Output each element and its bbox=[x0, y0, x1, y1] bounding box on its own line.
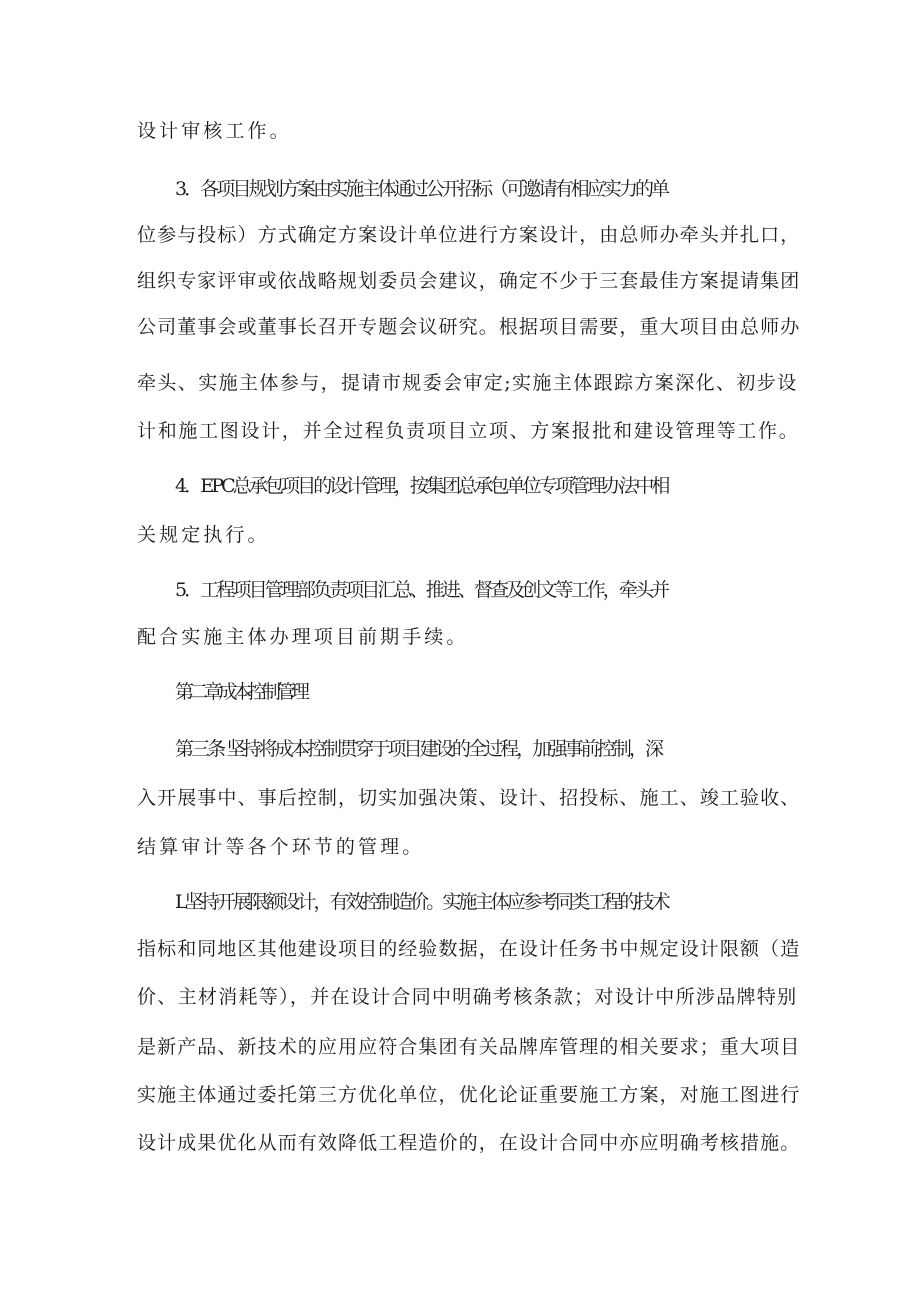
paragraph-line: 3．各项目规划方案由实施主体通过公开招标（可邀请有相应实力的单 bbox=[175, 178, 668, 200]
paragraph-line: 计和施工图设计，并全过程负责项目立项、方案报批和建设管理等工作。 bbox=[137, 420, 800, 442]
paragraph-line: 组织专家评审或依战略规划委员会建议，确定不少于三套最佳方案提请集团 bbox=[137, 270, 801, 292]
paragraph-line: 位参与投标）方式确定方案设计单位进行方案设计，由总师办牵头并扎口， bbox=[137, 224, 801, 246]
paragraph-line: 第三条 坚持将成本控制贯穿于项目建设的全过程，加强事前控制，深 bbox=[175, 738, 662, 760]
paragraph-line: 实施主体通过委托第三方优化单位，优化论证重要施工方案，对施工图进行 bbox=[137, 1084, 801, 1106]
paragraph-line: 价、主材消耗等），并在设计合同中明确考核条款；对设计中所涉品牌特别 bbox=[137, 986, 798, 1008]
paragraph-line: 结算审计等各个环节的管理。 bbox=[137, 836, 425, 858]
paragraph-line: L坚持开展限额设计，有效控制造价。实施主体应参考同类工程的技术 bbox=[175, 891, 668, 913]
paragraph-line: 设计审核工作。 bbox=[137, 120, 292, 142]
paragraph-line: 4．EPC总承包项目的设计管理，按集团总承包单位专项管理办法中相 bbox=[175, 475, 668, 497]
paragraph-line: 配合实施主体办理项目前期手续。 bbox=[137, 626, 469, 648]
paragraph-line: 牵头、实施主体参与，提请市规委会审定;实施主体跟踪方案深化、初步设 bbox=[137, 372, 798, 394]
chapter-heading: 第二章成本控制管理 bbox=[175, 681, 306, 703]
paragraph-line: 公司董事会或董事长召开专题会议研究。根据项目需要，重大项目由总师办 bbox=[137, 316, 801, 338]
paragraph-line: 是新产品、新技术的应用应符合集团有关品牌库管理的相关要求；重大项目 bbox=[137, 1036, 801, 1058]
paragraph-line: 指标和同地区其他建设项目的经验数据，在设计任务书中规定设计限额（造 bbox=[137, 938, 801, 960]
paragraph-line: 入开展事中、事后控制，切实加强决策、设计、招投标、施工、竣工验收、 bbox=[137, 787, 801, 809]
paragraph-line: 关规定执行。 bbox=[137, 524, 270, 546]
paragraph-line: 5．工程项目管理部负责项目汇总、推进、督查及创文等工作，牵头并 bbox=[175, 579, 668, 601]
paragraph-line: 设计成果优化从而有效降低工程造价的，在设计合同中亦应明确考核措施。 bbox=[137, 1132, 801, 1154]
